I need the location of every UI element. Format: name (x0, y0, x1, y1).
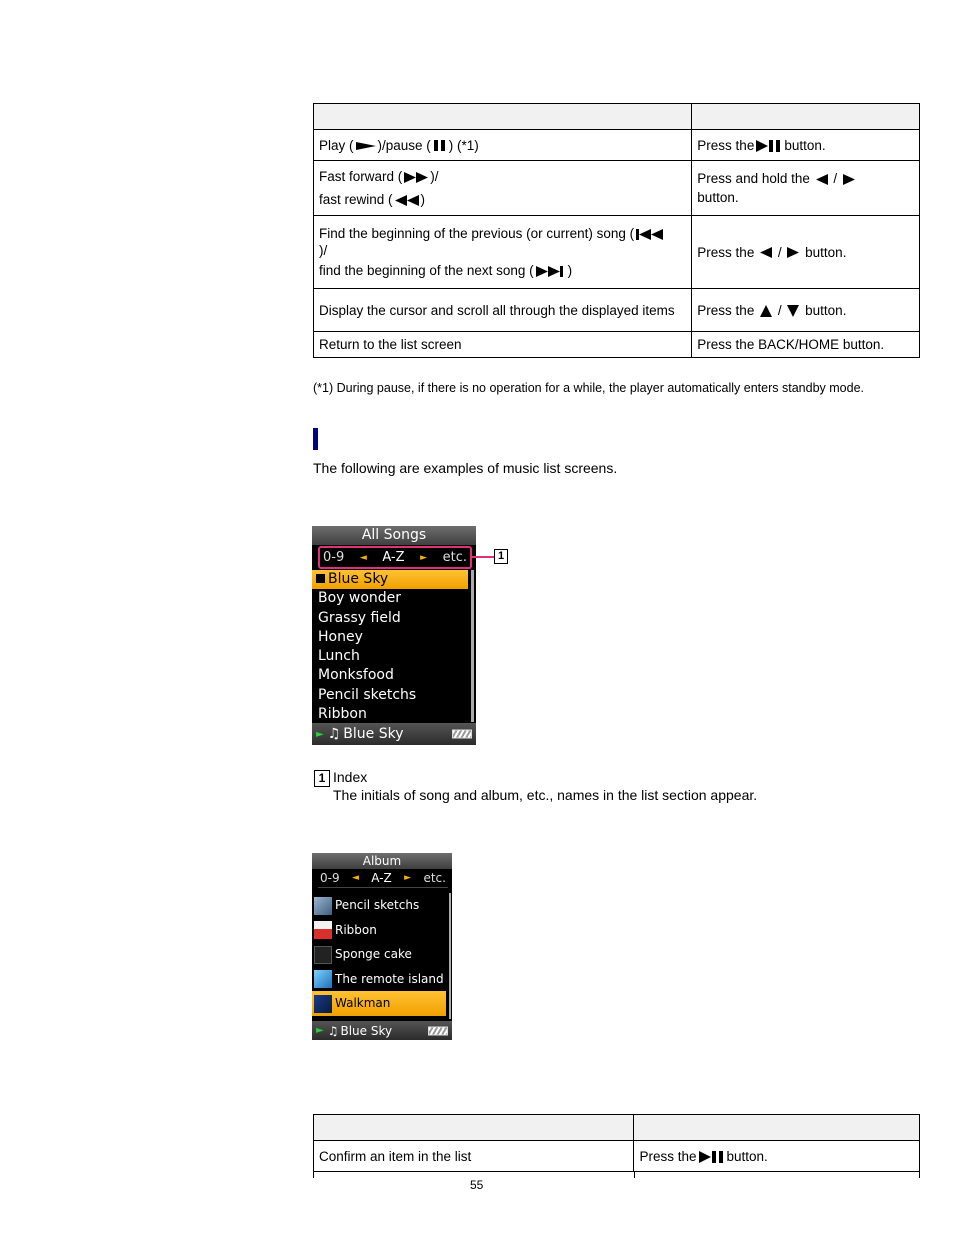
play-icon (356, 141, 376, 151)
index-left: 0-9 (320, 871, 340, 885)
album-art-icon (314, 970, 332, 988)
separator-text: )/ (319, 243, 328, 258)
index-center: A-Z (382, 550, 405, 565)
action-text: Press the BACK/HOME button. (697, 337, 885, 352)
next-song-text: find the beginning of the next song ( (319, 263, 534, 278)
action-text-end: button. (726, 1148, 768, 1164)
index-left: 0-9 (323, 550, 345, 565)
index-label: Index (333, 769, 368, 785)
album-art-icon (314, 995, 332, 1013)
fast-forward-icon (404, 172, 428, 183)
album-art-icon (314, 897, 332, 915)
music-note-icon: ♫ (327, 726, 341, 742)
list-item[interactable]: Ribbon (318, 706, 367, 723)
play-pause-icon (699, 1151, 725, 1163)
confirm-text: Confirm an item in the list (319, 1148, 472, 1164)
paren-text: ) (420, 192, 426, 207)
play-indicator-icon: ► (316, 1025, 324, 1036)
table-row (314, 216, 920, 289)
separator-text: )/ (430, 169, 439, 184)
table-row (314, 161, 920, 216)
table-row (314, 289, 920, 332)
table-continuation-mid (634, 1172, 635, 1178)
battery-icon (452, 730, 472, 739)
next-track-icon (536, 266, 566, 277)
index-number-box: 1 (314, 770, 330, 787)
list-item[interactable] (312, 967, 452, 992)
action-cell (692, 289, 920, 332)
fast-rewind-text: fast rewind ( (319, 192, 393, 207)
action-text: Press the (697, 302, 755, 318)
item-label: Blue Sky (328, 571, 389, 587)
table-header-row (314, 104, 920, 130)
operation-cell (314, 130, 692, 161)
list-item[interactable] (312, 570, 468, 589)
index-description: The initials of song and album, etc., names in the list section appear. (333, 787, 758, 803)
down-arrow-icon (787, 305, 799, 317)
header-cell-action (634, 1115, 920, 1141)
pause-icon (433, 140, 447, 151)
table-continuation-left (313, 1172, 314, 1178)
action-cell (692, 216, 920, 289)
item-label: Walkman (335, 996, 391, 1011)
operation-cell (314, 1141, 634, 1172)
action-cell (692, 161, 920, 216)
action-text-end: button. (697, 190, 739, 205)
action-text: Press the (697, 244, 755, 260)
operation-cell (314, 332, 692, 358)
list-item[interactable]: Boy wonder (318, 590, 402, 607)
screen-title: All Songs (312, 526, 476, 545)
index-right-arrow-icon: ► (404, 873, 412, 883)
index-bar (318, 869, 448, 888)
now-playing-title: Blue Sky (340, 1023, 393, 1038)
list-item[interactable]: Lunch (318, 648, 360, 665)
screen-title: Album (312, 853, 452, 869)
battery-icon (428, 1026, 448, 1035)
slash-text: / (777, 302, 782, 318)
intro-text: The following are examples of music list screens. (313, 460, 618, 476)
item-label: Pencil sketchs (335, 898, 420, 912)
callout-number-box: 1 (494, 549, 508, 564)
slash-text: / (833, 171, 838, 186)
action-text: Press and hold the (697, 171, 810, 186)
action-cell (692, 332, 920, 358)
play-indicator-icon: ► (316, 728, 324, 740)
list-item[interactable]: Grassy field (318, 609, 401, 626)
list-item[interactable]: Honey (318, 628, 363, 645)
return-text: Return to the list screen (319, 337, 462, 352)
table-row (314, 1141, 920, 1172)
play-pause-icon (756, 140, 782, 152)
playing-marker-icon (316, 574, 325, 583)
pause-text: )/pause ( (377, 137, 431, 153)
up-arrow-icon (760, 305, 772, 317)
now-playing-title: Blue Sky (343, 726, 404, 742)
list-item[interactable] (312, 918, 452, 943)
table-header-row (314, 1115, 920, 1141)
action-cell (634, 1141, 920, 1172)
table-row (314, 332, 920, 358)
left-arrow-icon (760, 247, 772, 258)
table-row (314, 130, 920, 161)
header-cell-operation (314, 104, 692, 130)
list-item[interactable]: Pencil sketchs (318, 686, 417, 703)
index-right-arrow-icon: ► (420, 552, 428, 563)
previous-track-icon (636, 229, 666, 240)
footnote-ref: ) (*1) (448, 137, 479, 153)
operations-table (313, 103, 920, 358)
left-arrow-icon (816, 174, 828, 185)
list-item[interactable] (312, 942, 452, 967)
album-list (312, 893, 452, 1016)
all-songs-screen (312, 526, 476, 745)
action-text: Press the (697, 137, 755, 153)
index-right: etc. (423, 871, 446, 885)
album-screen (312, 853, 452, 1040)
header-cell-action (692, 104, 920, 130)
list-item[interactable] (312, 991, 446, 1016)
operation-cell (314, 161, 692, 216)
callout-line (471, 556, 494, 558)
action-text-end: button. (784, 137, 826, 153)
right-arrow-icon (843, 174, 855, 185)
index-left-arrow-icon: ◄ (359, 552, 367, 563)
song-list (312, 570, 476, 724)
scrollbar[interactable] (471, 570, 474, 722)
music-note-icon: ♫ (327, 1023, 339, 1038)
footnote: (*1) During pause, if there is no operation for a while, the player automatically enters standby mode. (313, 381, 864, 395)
index-left-arrow-icon: ◄ (351, 873, 359, 883)
section-heading-bar (313, 428, 318, 450)
operation-cell (314, 216, 692, 289)
right-arrow-icon (787, 247, 799, 258)
scroll-text: Display the cursor and scroll all through the displayed items (319, 302, 675, 318)
list-operations-table (313, 1114, 920, 1172)
header-cell-operation (314, 1115, 634, 1141)
page-number: 55 (470, 1178, 484, 1192)
album-art-icon (314, 946, 332, 964)
action-text-end: button. (805, 302, 847, 318)
index-bar (318, 546, 472, 569)
play-text: Play ( (319, 137, 354, 153)
list-item[interactable] (312, 893, 452, 918)
action-text-end: button. (805, 244, 847, 260)
item-label: Sponge cake (335, 947, 412, 962)
index-right: etc. (442, 550, 467, 565)
table-continuation-right (919, 1172, 920, 1178)
rewind-icon (395, 195, 419, 206)
scrollbar[interactable] (449, 893, 451, 1019)
item-label: Ribbon (335, 922, 377, 937)
item-label: The remote island (335, 971, 444, 986)
action-cell (692, 130, 920, 161)
now-playing-bar (312, 723, 476, 745)
now-playing-bar (312, 1021, 452, 1040)
previous-song-text: Find the beginning of the previous (or current) song ( (319, 226, 635, 241)
paren-text: ) (567, 263, 573, 278)
slash-text: / (777, 244, 782, 260)
action-text: Press the (639, 1148, 697, 1164)
fast-forward-text: Fast forward ( (319, 169, 403, 184)
index-center: A-Z (371, 871, 392, 885)
list-item[interactable]: Monksfood (318, 667, 394, 684)
operation-cell (314, 289, 692, 332)
album-art-icon (314, 921, 332, 939)
